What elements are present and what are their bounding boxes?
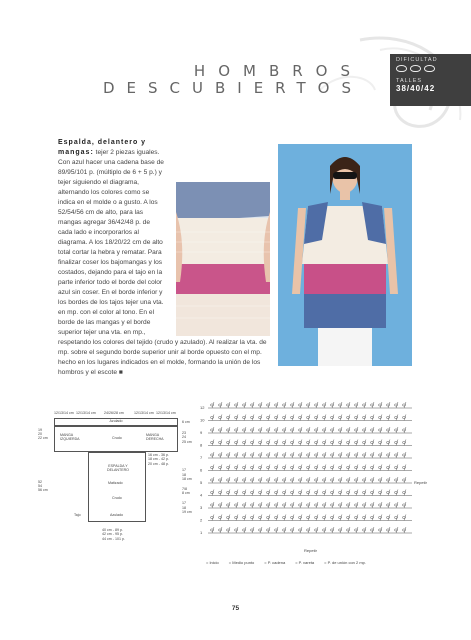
left-measure-2: 20 [38, 432, 42, 436]
diagram-row-number: 5 [200, 480, 203, 485]
diagram-row-number: 7 [200, 455, 203, 460]
repeat-right-label: Repetir [414, 480, 427, 485]
yarn-ball-icon [424, 65, 435, 72]
right-measures [182, 420, 192, 444]
measure-top-1: 12/13/14 cm [54, 411, 74, 415]
right-measure: 18 [182, 505, 186, 510]
model-photo [278, 144, 412, 366]
left-total-3: 56 cm [38, 488, 48, 492]
left-measure-1: 19 [38, 428, 42, 432]
diagram-row-number: 10 [200, 417, 205, 423]
sizes-value: 38/40/42 [396, 84, 436, 93]
instructions-body: tejer 2 piezas iguales. Con azul hacer una cadena base de 89/95/101 p. (múltiplo de 6 + 5 p.) y tejer siguiendo el diagrama, alternando los colores como se indica en el molde o a gusto. A los 52/54/56 cm de alto, para las mangas agregar 36/42/48 p. de cada lado e incorporarlos al diagrama. A los 18/20/22 cm de alto total cortar la hebra y rematar. Para finalizar coser los bajomangas y los costados, dejando para el tajo en la parte inferior todo el borde del color azul sin coser. En el borde inferior y los bordes de los tajos tejer una vta. en mp. con el color al tono. En el borde de las mangas y el borde superior tejer una vta. en mp., respetando los colores del tejido (crudo y azulado). Al realizar la vta. de mp. sobre el segundo borde superior unir al borde opuesto con el mp. hecho en los lugares indicados en el molde, formando la unión de los hombros y el escote ■ [58, 149, 267, 376]
difficulty-panel [390, 54, 471, 106]
matizado-label: Matizado [108, 481, 123, 485]
right-measure: 24 [182, 435, 186, 440]
legend-item: = P. de unión con 2 mp. [324, 560, 367, 565]
right-measure: 18 cm [182, 477, 192, 482]
right-measure: 8 cm [182, 491, 190, 496]
diagram-row-number: 4 [200, 492, 203, 498]
azulado-label: Azulado [109, 419, 123, 423]
legend-item: = P. cadena [264, 560, 286, 565]
left-measure-3: 22 cm [38, 436, 48, 440]
left-total-1: 52 [38, 480, 42, 484]
left-total-measure [38, 480, 48, 492]
diagram-row-number: 2 [200, 517, 203, 523]
difficulty-yarn-icons [396, 65, 465, 72]
diagram-row-number: 6 [200, 467, 203, 473]
diagram-row-number: 9 [200, 430, 203, 435]
azulado-band [54, 418, 178, 426]
right-measure: 19 cm [182, 510, 192, 515]
diagram-row-number: 1 [200, 530, 203, 535]
bottom-measures [102, 528, 125, 541]
yarn-ball-icon [396, 65, 407, 72]
measure-top-3: 24/26/28 cm [104, 411, 124, 415]
sleeve-stitch-measures [148, 453, 169, 466]
right-measure: 18 cm - 42 p. [148, 457, 169, 462]
right-measure: 23 [182, 430, 186, 435]
right-measure: 18 [182, 472, 186, 477]
legend-item: = Inicio [206, 560, 219, 565]
crudo-top-label: Crudo [112, 436, 122, 440]
garment-schematic [38, 400, 196, 560]
right-body-measures [182, 468, 192, 515]
title-line-2: DESCUBIERTOS [102, 79, 363, 97]
stitch-legend [206, 560, 366, 565]
body-panel [88, 452, 146, 522]
garment-closeup-photo [176, 182, 270, 336]
difficulty-label: DIFICULTAD [396, 57, 438, 63]
azulado-bottom-label: Azulado [110, 513, 123, 517]
sizes-label: TALLES [396, 78, 423, 84]
tajo-label: Tajo [74, 513, 81, 517]
page-number: 75 [231, 605, 240, 612]
manga-izq-label: MANGA IZQUIERDA [60, 433, 80, 441]
measure-top-2: 12/13/14 cm [76, 411, 96, 415]
diagram-row-number: 8 [200, 442, 203, 448]
repeat-bottom-label: Repetir [304, 548, 317, 553]
title-line-1: HOMBROS [193, 62, 363, 80]
diagram-row-number: 3 [200, 505, 203, 510]
yarn-ball-icon [410, 65, 421, 72]
crudo-body-label: Crudo [112, 496, 122, 500]
right-measure: 6 cm [182, 420, 190, 424]
left-measure [38, 428, 48, 440]
right-measure: 16 cm - 36 p. [148, 453, 169, 457]
diagram-row-number: 12 [200, 405, 205, 410]
bottom-measure: 44 cm - 101 p. [102, 536, 125, 541]
right-measure: 20 cm - 48 p. [148, 461, 169, 466]
measure-top-5: 12/13/14 cm [156, 411, 176, 415]
espalda-label: ESPALDA Y DELANTERO [107, 464, 129, 472]
bottom-measure: 40 cm - 89 p. [102, 528, 123, 532]
stitch-diagram [200, 400, 427, 560]
manga-der-label: MANGA DERECHA [146, 433, 164, 441]
instructions-heading: Espalda, delantero y mangas: [58, 139, 147, 156]
right-measure: 17 [182, 468, 186, 472]
right-measure: 17 [182, 500, 186, 505]
measure-top-4: 12/13/14 cm [134, 411, 154, 415]
right-measure: 25 cm [182, 439, 192, 444]
right-measure: 7/8 [182, 486, 187, 491]
legend-item: = P. varetа [295, 560, 315, 565]
legend-item: = Medio punto [228, 560, 255, 565]
bottom-measure: 42 cm - 95 p. [102, 532, 123, 537]
left-total-2: 54 [38, 484, 42, 488]
